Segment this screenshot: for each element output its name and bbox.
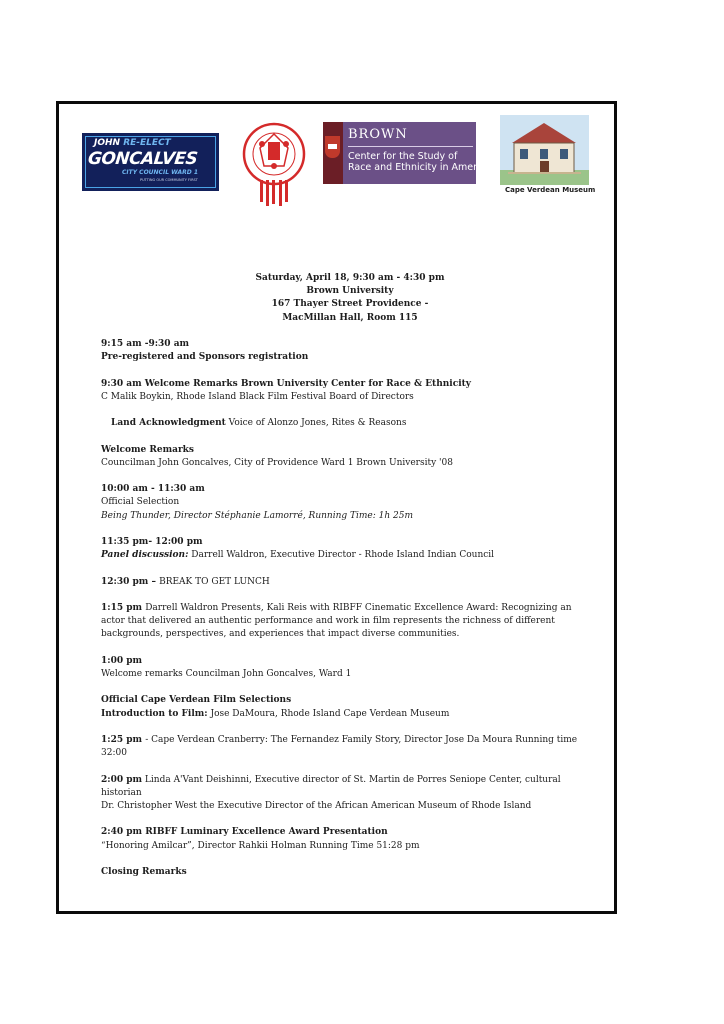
- official-selection-title: Official Selection: [101, 497, 180, 508]
- schedule-item-welcome-ward1: [101, 655, 591, 681]
- welcome-brown-detail: C Malik Boykin, Rhode Island Black Film Festival Board of Directors: [101, 391, 414, 402]
- event-room: MacMillan Hall, Room 115: [282, 312, 418, 323]
- museum-caption: Cape Verdean Museum: [505, 186, 596, 194]
- cape-verdean-title: Official Cape Verdean Film Selections: [101, 695, 292, 706]
- schedule-item-closing: [101, 866, 591, 879]
- film-intro-detail: Jose DaMoura, Rhode Island Cape Verdean Museum: [207, 708, 450, 719]
- closing-remarks-title: Closing Remarks: [101, 866, 187, 877]
- registration-title: Pre-registered and Sponsors registration: [101, 352, 309, 363]
- welcome-remarks-title: Welcome Remarks: [101, 444, 194, 455]
- land-acknowledgment-detail: Voice of Alonzo Jones, Rites & Reasons: [225, 418, 407, 429]
- schedule-item-cranberry: [101, 734, 591, 760]
- schedule-item-lunch: [101, 576, 591, 589]
- schedule-item-welcome-brown: [101, 378, 591, 404]
- official-selection-time: 10:00 am - 11:30 am: [101, 484, 205, 495]
- logo-name-text: GONCALVES: [86, 149, 199, 169]
- brown-center-line2: Race and Ethnicity in America: [348, 162, 491, 173]
- schedule-item-registration: [101, 338, 591, 364]
- registration-time: 9:15 am -9:30 am: [101, 339, 190, 349]
- schedule: [101, 338, 591, 892]
- schedule-item-welcome-remarks: [101, 444, 591, 470]
- logo-tagline-text: PUTTING OUR COMMUNITY FIRST: [140, 178, 198, 182]
- deishinni-time: 2:00 pm: [101, 774, 143, 785]
- schedule-item-deishinni: [101, 774, 591, 814]
- welcome-ward1-time: 1:00 pm: [101, 655, 143, 666]
- schedule-item-land-acknowledgment: [101, 417, 591, 430]
- schedule-item-panel: [101, 536, 591, 562]
- brown-center-line1: Center for the Study of: [348, 151, 458, 162]
- event-header: [200, 272, 500, 325]
- film-intro-label: Introduction to Film:: [101, 708, 208, 719]
- schedule-item-cape-verdean-selections: [101, 694, 591, 720]
- logo-sub-text: CITY COUNCIL WARD 1: [122, 169, 199, 176]
- lunch-title: BREAK TO GET LUNCH: [159, 576, 270, 587]
- logo-john-text: JOHN: [94, 138, 121, 148]
- cranberry-time: 1:25 pm: [101, 734, 146, 745]
- cinematic-award-time: 1:15 pm: [101, 602, 146, 613]
- cape-verdean-museum-building-icon: [500, 115, 589, 185]
- brown-csre-logo: [323, 122, 491, 184]
- schedule-item-luminary-award: [101, 826, 591, 852]
- logo-top-line: [94, 138, 171, 148]
- deishinni-line1: Linda A'Vant Deishinni, Executive director of St. Martin de Porres Seniope Center, cultural historian: [101, 774, 561, 798]
- schedule-item-cinematic-award: [101, 602, 591, 642]
- welcome-ward1-detail: Welcome remarks Councilman John Goncalves, Ward 1: [101, 668, 352, 679]
- luminary-award-detail: “Honoring Amilcar”, Director Rahkii Holman Running Time 51:28 pm: [101, 840, 420, 851]
- brown-logo-rule: [348, 146, 473, 147]
- goncalves-campaign-logo: [82, 133, 219, 191]
- panel-detail: Darrell Waldron, Executive Director - Rhode Island Indian Council: [188, 550, 495, 561]
- brown-wordmark: BROWN: [348, 127, 408, 142]
- event-venue: Brown University: [306, 286, 394, 297]
- cranberry-detail: - Cape Verdean Cranberry: The Fernandez Family Story, Director Jose Da Moura Running time 32:00: [101, 734, 578, 759]
- welcome-brown-title: 9:30 am Welcome Remarks Brown University Center for Race & Ethnicity: [101, 378, 472, 389]
- logo-reelect-text: RE-ELECT: [123, 138, 171, 148]
- lunch-time: 12:30 pm –: [101, 576, 160, 587]
- luminary-award-title: 2:40 pm RIBFF Luminary Excellence Award Presentation: [101, 827, 388, 838]
- deishinni-line2: Dr. Christopher West the Executive Director of the African American Museum of Rhode Island: [101, 800, 532, 811]
- panel-label: Panel discussion:: [101, 550, 189, 561]
- rhode-island-indian-council-seal-icon: [240, 118, 308, 208]
- schedule-item-official-selection: [101, 483, 591, 523]
- event-date-time: Saturday, April 18, 9:30 am - 4:30 pm: [255, 273, 445, 283]
- panel-time: 11:35 pm- 12:00 pm: [101, 536, 203, 547]
- land-acknowledgment-title: Land Acknowledgment: [111, 418, 226, 429]
- brown-center-name: [348, 151, 491, 173]
- event-address: 167 Thayer Street Providence -: [271, 299, 429, 310]
- official-selection-film: Being Thunder, Director Stéphanie Lamorré, Running Time: 1h 25m: [101, 510, 414, 521]
- welcome-remarks-detail: Councilman John Goncalves, City of Providence Ward 1 Brown University '08: [101, 457, 453, 468]
- cinematic-award-detail: Darrell Waldron Presents, Kali Reis with RIBFF Cinematic Excellence Award: Recognizing an actor that delivered an authentic performance and work in film represents the richness of different backgrounds, perspectives, and experiences that impact diverse communities.: [101, 602, 572, 640]
- brown-shield-icon: [325, 136, 340, 158]
